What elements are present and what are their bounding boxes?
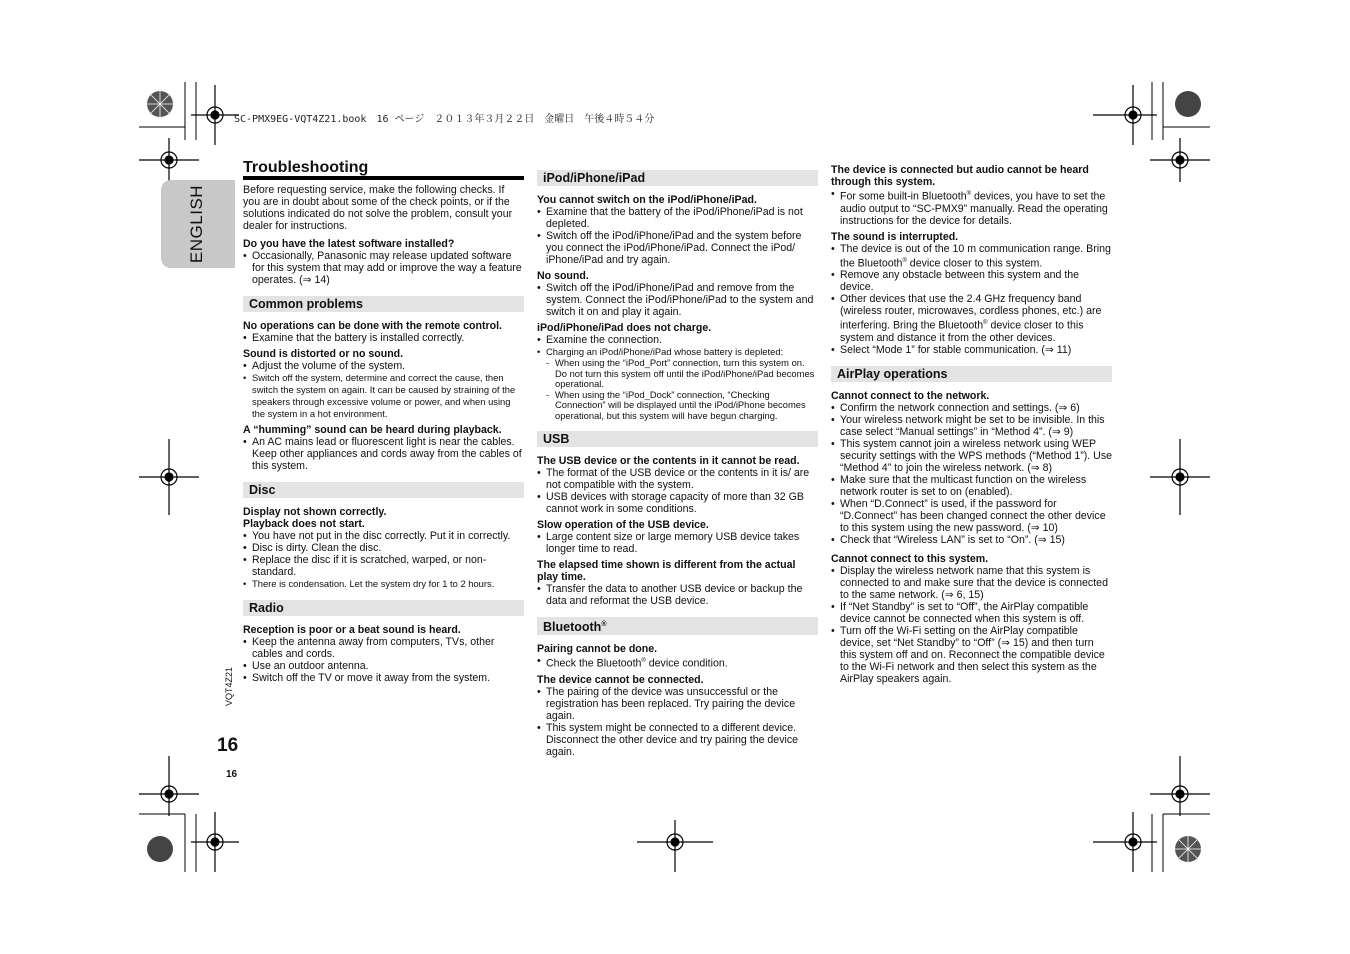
list-item: • Remove any obstacle between this system and the device. xyxy=(831,269,1112,293)
list-item: • Keep the antenna away from computers, TVs, other cables and cords. xyxy=(243,636,524,660)
list-item: • Replace the disc if it is scratched, warped, or non-standard. xyxy=(243,554,524,578)
list-item: • Large content size or large memory USB device takes longer time to read. xyxy=(537,531,818,555)
section-heading-airplay: AirPlay operations xyxy=(831,366,1112,382)
question: You cannot switch on the iPod/iPhone/iPad. xyxy=(537,194,757,206)
page-number: 16 xyxy=(217,735,239,756)
list-item: • Occasionally, Panasonic may release updated software for this system that may add or improve the way a feature operates. (⇒ 14) xyxy=(243,250,524,286)
question: A “humming” sound can be heard during playback. xyxy=(243,424,502,436)
list-item: • USB devices with storage capacity of more than 32 GB cannot work in some conditions. xyxy=(537,491,818,515)
page-title: Troubleshooting xyxy=(243,162,524,180)
list-item: - When using the “iPod_Dock” connection, “Checking Connection” will be displayed until the iPod/iPhone becomes operational, but this system will have begun charging. xyxy=(537,390,818,422)
text: The device is out of the 10 m communication range. Bring the Bluetooth xyxy=(840,242,1111,270)
registered-mark: ® xyxy=(601,621,607,628)
list-item: • Display the wireless network name that this system is connected to and make sure that the device is connected to the same network. (⇒ 6, 15) xyxy=(831,565,1112,601)
page-number-small: 16 xyxy=(226,769,238,780)
question: The device is connected but audio cannot be heard through this system. xyxy=(831,164,1089,188)
list-item: • Switch off the iPod/iPhone/iPad and remove from the system. Connect the iPod/iPhone/iPad to the system and switch it on and play it again. xyxy=(537,282,818,318)
section-heading-usb: USB xyxy=(537,431,818,447)
question: No operations can be done with the remote control. xyxy=(243,320,502,332)
question: Slow operation of the USB device. xyxy=(537,519,709,531)
list-item xyxy=(537,655,818,670)
question: Sound is distorted or no sound. xyxy=(243,348,404,360)
question: Display not shown correctly. xyxy=(243,506,387,518)
language-tab-label: ENGLISH xyxy=(187,184,206,264)
section-heading-common: Common problems xyxy=(243,296,524,312)
section-heading-text: Bluetooth xyxy=(543,620,602,635)
list-item: • Examine that the battery is installed correctly. xyxy=(243,332,524,344)
column-1 xyxy=(243,159,524,684)
registered-mark: ® xyxy=(966,191,972,197)
question: Do you have the latest software installed? xyxy=(243,238,455,250)
question: Pairing cannot be done. xyxy=(537,643,658,656)
list-item: • This system might be connected to a different device. Disconnect the other device and try pairing the device again. xyxy=(537,722,818,758)
column-2 xyxy=(537,170,818,758)
list-item: • Examine the connection. xyxy=(537,334,818,346)
text: For some built-in Bluetooth xyxy=(840,190,967,203)
question: The USB device or the contents in it cannot be read. xyxy=(537,455,800,467)
intro-text: Before requesting service, make the following checks. If you are in doubt about some of the check points, or if the solutions indicated do not solve the problem, consult your dealer for instructions. xyxy=(243,184,513,232)
section-heading-bluetooth xyxy=(537,617,818,635)
question: Playback does not start. xyxy=(243,518,365,530)
list-item: • Disc is dirty. Clean the disc. xyxy=(243,542,524,554)
list-item: • When “D.Connect” is used, if the password for “D.Connect” has been changed connect the other device to this system using the new password. (⇒ 10) xyxy=(831,498,1112,534)
list-item: • Check that “Wireless LAN” is set to “On”. (⇒ 15) xyxy=(831,534,1112,546)
question: Cannot connect to this system. xyxy=(831,552,989,565)
list-item: • Charging an iPod/iPhone/iPad whose battery is depleted: xyxy=(537,346,818,358)
list-item xyxy=(831,293,1112,344)
registered-mark: ® xyxy=(902,257,907,264)
registered-mark: ® xyxy=(983,320,988,327)
language-tab xyxy=(161,180,235,268)
list-item xyxy=(831,188,1112,227)
column-3 xyxy=(831,162,1112,685)
text: device closer to this system. xyxy=(906,257,1043,270)
list-item: • Transfer the data to another USB device or backup the data and reformat the USB device. xyxy=(537,583,818,607)
section-heading-ipod: iPod/iPhone/iPad xyxy=(537,170,818,186)
question: The device cannot be connected. xyxy=(537,673,704,686)
list-item: • Adjust the volume of the system. xyxy=(243,360,524,372)
list-item: • Turn off the Wi-Fi setting on the AirPlay compatible device, set “Net Standby” to “Off” (⇒ 15) and then turn this system off and on. Reconnect the compatible device to the Wi-Fi network and then select this system as the AirPlay speakers again. xyxy=(831,625,1112,685)
list-item: • Switch off the system, determine and correct the cause, then switch the system on again. It can be caused by straining of the speakers through excessive volume or power, and when using the system in a hot environment. xyxy=(243,372,524,420)
side-code: VQT4Z21 xyxy=(224,666,234,706)
list-item: • Switch off the TV or move it away from the system. xyxy=(243,672,524,684)
list-item: • Confirm the network connection and settings. (⇒ 6) xyxy=(831,402,1112,414)
question: No sound. xyxy=(537,270,589,282)
section-heading-radio: Radio xyxy=(243,600,524,616)
list-item: • Your wireless network might be set to be invisible. In this case select “Manual settings” in “Method 4”. (⇒ 9) xyxy=(831,414,1112,438)
list-item: • There is condensation. Let the system dry for 1 to 2 hours. xyxy=(243,578,524,590)
list-item xyxy=(831,243,1112,270)
question: Cannot connect to the network. xyxy=(831,389,990,402)
text: devices, you have to set the audio output to “SC-PMX9” manually. Read the operating instructions for the device for details. xyxy=(840,190,1108,227)
text: Other devices that use the 2.4 GHz frequency band (wireless router, microwaves, cordless phones, etc.) are interfering. Bring the Bluetooth xyxy=(840,293,1102,332)
list-item: • Switch off the iPod/iPhone/iPad and the system before you connect the iPod/iPhone/iPad. Connect the iPod/ iPhone/iPad and try again. xyxy=(537,230,818,266)
list-item: • This system cannot join a wireless network using WEP security settings with the WPS methods (“Method 1”). Use “Method 4” to join the wireless network. (⇒ 8) xyxy=(831,438,1112,474)
list-item: • Make sure that the multicast function on the wireless network router is set to on (enabled). xyxy=(831,474,1112,498)
question: The sound is interrupted. xyxy=(831,230,959,243)
question: The elapsed time shown is different from the actual play time. xyxy=(537,559,796,583)
question: Reception is poor or a beat sound is heard. xyxy=(243,624,461,636)
list-item: • You have not put in the disc correctly. Put it in correctly. xyxy=(243,530,524,542)
list-item: • Select “Mode 1” for stable communication. (⇒ 11) xyxy=(831,344,1112,356)
section-heading-disc: Disc xyxy=(243,482,524,498)
list-item: • Use an outdoor antenna. xyxy=(243,660,524,672)
list-item: - When using the “iPod_Port” connection, turn this system on. Do not turn this system off until the iPod/iPhone/iPad becomes operational. xyxy=(537,358,818,390)
print-header: SC-PMX9EG-VQT4Z21.book 16 ページ ２０１３年３月２２日 金曜日 午後４時５４分 xyxy=(234,114,655,125)
list-item: • An AC mains lead or fluorescent light is near the cables. Keep other appliances and cords away from the cables of this system. xyxy=(243,436,524,472)
registered-mark: ® xyxy=(641,658,646,665)
list-item: • Examine that the battery of the iPod/iPhone/iPad is not depleted. xyxy=(537,206,818,230)
text: Check the Bluetooth xyxy=(546,657,642,670)
list-item: • The pairing of the device was unsuccessful or the registration has been replaced. Try pairing the device again. xyxy=(537,686,818,722)
text: device condition. xyxy=(645,657,728,670)
list-item: • If “Net Standby” is set to “Off”, the AirPlay compatible device cannot be connected when this system is off. xyxy=(831,601,1112,625)
list-item: • The format of the USB device or the contents in it is/ are not compatible with the system. xyxy=(537,467,818,491)
text: device closer to this system and distance it from the other devices. xyxy=(840,319,1084,344)
question: iPod/iPhone/iPad does not charge. xyxy=(537,322,712,334)
